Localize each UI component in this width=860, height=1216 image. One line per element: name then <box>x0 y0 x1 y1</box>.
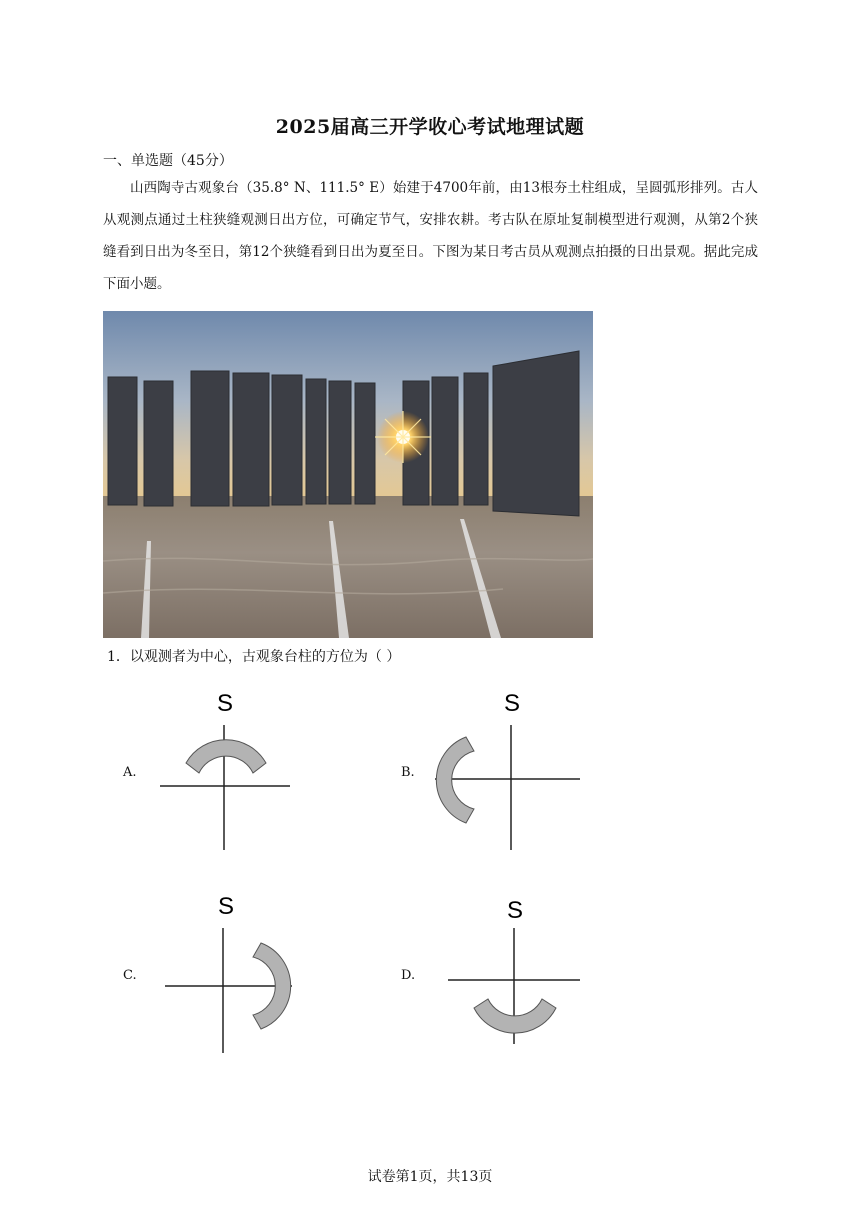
pillar-arc-north <box>186 740 266 773</box>
option-d-letter: D. <box>401 968 416 983</box>
option-c-letter: C. <box>123 968 137 983</box>
option-a-letter: A. <box>123 765 137 780</box>
south-label: S <box>503 690 521 717</box>
pillar-arc-east <box>436 737 474 823</box>
option-b-diagram <box>430 685 590 855</box>
option-d-diagram <box>440 892 590 1062</box>
intro-paragraph: 山西陶寺古观象台（35.8° N、111.5° E）始建于4700年前，由13根夯土柱组成，呈圆弧形排列。古人从观测点通过土柱狭缝观测日出方位，可确定节气，安排农耕。考古队在原址复制模型进行观测，从第2个狭缝看到日出为冬至日，第12个狭缝看到日出为夏至日。下图为某日考古员从观测点拍摄的日出景观。据此完成下面小题。 <box>103 180 758 292</box>
page-title: 2025届高三开学收心考试地理试题 <box>275 116 585 138</box>
south-label: S <box>216 690 234 717</box>
south-label: S <box>506 897 524 924</box>
pillar-arc-south <box>474 999 556 1033</box>
option-c-diagram <box>160 888 310 1058</box>
south-label: S <box>217 893 235 920</box>
option-b-letter: B. <box>401 765 415 780</box>
observatory-sunrise-photo <box>103 311 593 638</box>
page-footer: 试卷第1页，共13页 <box>367 1169 493 1185</box>
question-1: 1．以观测者为中心，古观象台柱的方位为（ ） <box>107 649 401 665</box>
section-heading: 一、单选题（45分） <box>103 153 233 169</box>
option-a-diagram <box>150 685 300 855</box>
